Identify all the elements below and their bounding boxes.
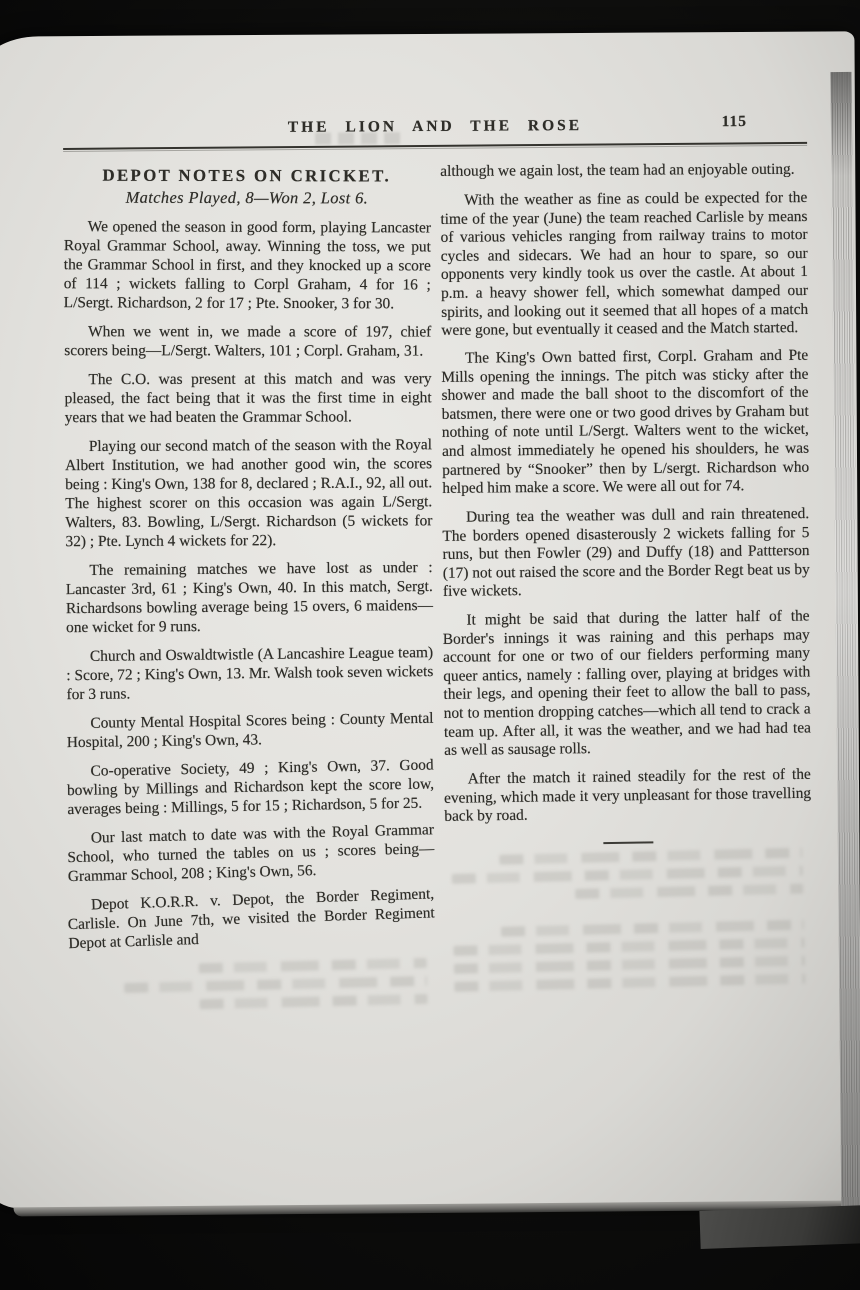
ghost-text-line [454,955,805,973]
book-page [0,31,860,1208]
article-paragraph: After the match it rained steadily for the rest of the evening, which made it very unpleasant for those travelling back by road. [443,765,812,825]
ghost-text-line [453,937,804,955]
article-paragraph: Church and Oswaldtwistle (A Lancashire League team) : Score, 72 ; King's Own, 13. Mr. Walsh took seven wickets for 3 runs. [66,644,434,704]
article-paragraph: Co-operative Society, 49 ; King's Own, 37. Good bowling by Millings and Richardson kept the score low, averages being : Millings, 5 for 15 ; Richardson, 5 for 25. [66,756,435,819]
article-paragraph: When we went in, we made a score of 197, chief scorers being—L/Sergt. Walters, 101 ; Corpl. Graham, 31. [64,323,432,360]
article-columns [63,161,812,1018]
article-paragraph: During tea the weather was dull and rain threatened. The borders opened disasterously 2 wickets falling for 5 runs, but then Fowler (29) and Duffy (18) and Pattterson (17) not out raised the score and the Border Regt beat us by five wickets. [442,505,810,601]
ghost-text-showthrough [68,958,436,1013]
ghost-text-line [452,865,803,883]
page-content [63,108,813,1018]
ghost-text-line [124,976,427,993]
section-end-rule [603,841,653,844]
article-paragraph: The King's Own batted first, Corpl. Graham and Pte Mills opening the innings. The pitch was sticky after the shower and made the ball shoot to the discomfort of the batsmen, there were one or two good drives by Graham but nothing of note until L/Sergt. Walters went to the wicket, and almost immediately he opened his shoulders, he was partnered by “Snooker” then by L/sergt. Richardson who helped him make a score. We were all out for 74. [441,347,810,498]
article-subtitle: Matches Played, 8—Won 2, Lost 6. [125,187,369,208]
article-paragraph: It might be said that during the latter half of the Border's innings it was raining and this perhaps may account for one or two of our fielders performing many queer antics, namely : falling over, playing at bridges with their legs, and opening their feet to allow the ball to pass, not to mention dropping catches—which all tend to crack a team up. After all, it was the weather, and we had had tea as well as sausage rolls. [442,607,812,760]
article-paragraph: County Mental Hospital Scores being : County Mental Hospital, 200 ; King's Own, 43. [66,709,434,752]
ghost-text-line [501,919,804,936]
column-left [63,163,435,1017]
article-paragraph: Our last match to date was with the Royal Grammar School, who turned the tables on us ; scores being—Grammar School, 208 ; King's Own, 56. [67,821,435,886]
article-paragraph: The remaining matches we have lost as under : Lancaster 3rd, 61 ; King's Own, 40. In this match, Sergt. Richardsons bowling average being 15 overs, 6 maidens—one wicket for 9 runs. [65,558,434,637]
article-paragraph: although we again lost, the team had an enjoyable outing. [440,160,795,180]
article-paragraph: Playing our second match of the season with the Royal Albert Institution, we had another good win, the scores being : King's Own, 138 for 8, declared ; R.A.I., 92, all out. The highest scorer on this occasion was again L/Sergt. Walters, 83. Bowling, L/Sergt. Richardson (5 wickets for 32) ; Pte. Lynch 4 wickets for 22). [65,436,433,551]
column-right [440,161,812,1015]
ghost-text-showthrough [443,847,813,992]
page-header [63,108,807,147]
ghost-text-line [499,847,802,864]
article-title: DEPOT NOTES ON CRICKET. [102,165,392,186]
article-paragraph: The C.O. was present at this match and was very pleased, the fact being that it was the first time in eight years that we had beaten the Grammar School. [64,370,432,427]
article-paragraph: We opened the season in good form, playing Lancaster Royal Grammar School, away. Winning the toss, we put the Grammar School in first, and they knocked up a score of 114 ; wickets falling to Corpl Graham, 4 for 16 ; L/Sergt. Richardson, 2 for 17 ; Pte. Snooker, 3 for 30. [63,218,431,313]
ghost-text-line [576,883,804,898]
page-number: 115 [721,112,748,131]
article-paragraph: Depot K.O.R.R. v. Depot, the Border Regiment, Carlisle. On June 7th, we visited the Border Regiment Depot at Carlisle and [67,885,435,953]
journal-title: THE LION AND THE ROSE [287,117,583,136]
ghost-text-line [200,994,428,1009]
book-bottom-edge-pages [699,1205,860,1249]
ghost-text-line [454,973,805,991]
ghost-text-line [199,958,427,973]
article-paragraph: With the weather as fine as could be expected for the time of the year (June) the team reached Carlisle by means of various vehicles ranging from railway trains to motor cycles and sidecars. We had an hour to spare, so our opponents very kindly took us over the castle. At about 1 p.m. a heavy shower fell, which somewhat damped our spirits, and looking out it seemed that all hopes of a match were gone, but eventually it ceased and the Match started. [440,188,809,339]
